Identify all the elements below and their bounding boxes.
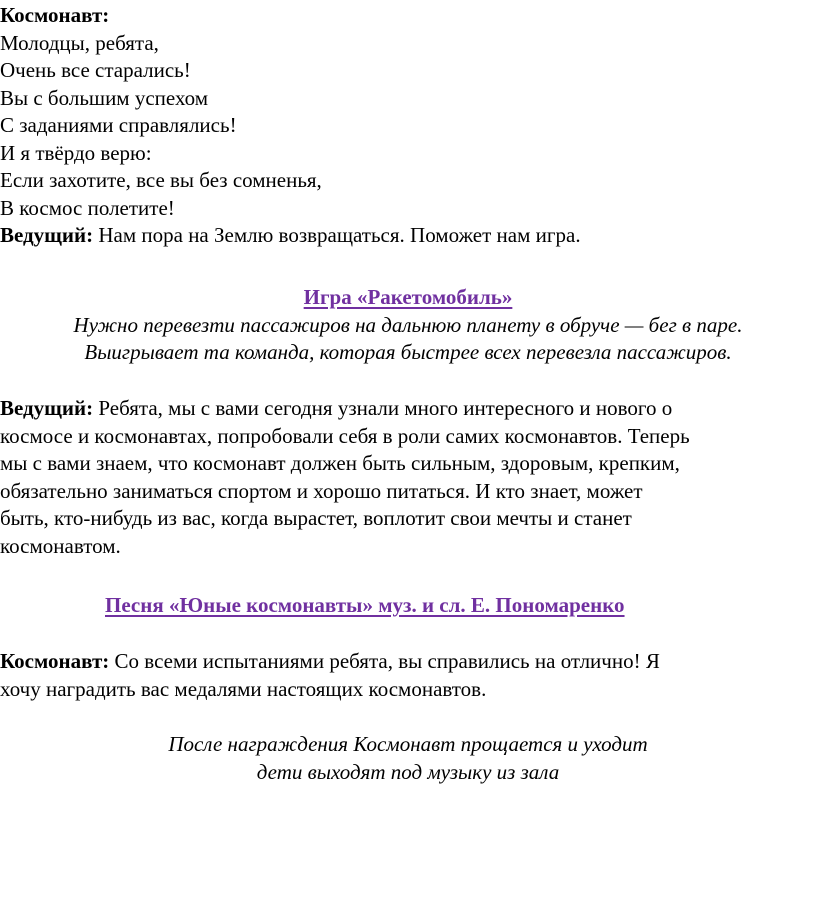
- game-description-line: Нужно перевезти пассажиров на дальнюю планету в обруче — бег в паре.: [73, 312, 743, 337]
- song-title: Песня «Юные космонавты» муз. и сл. Е. Пономаренко: [105, 593, 625, 617]
- cosmonaut-reward-first-line: [0, 648, 660, 676]
- poem-line: Очень все старались!: [0, 58, 191, 82]
- host-speech-text: Ребята, мы с вами сегодня узнали много интересного и нового о: [93, 396, 673, 420]
- game-description-line: Выигрывает та команда, которая быстрее всех перевезла пассажиров.: [84, 340, 732, 364]
- cosmonaut-speaker: Космонавт:: [0, 649, 110, 673]
- host-line-1: [0, 222, 581, 250]
- host-speech-block: [0, 395, 690, 560]
- game-section: [0, 284, 816, 367]
- host-text: Нам пора на Землю возвращаться. Поможет нам игра.: [93, 223, 581, 247]
- host-speech-line: мы с вами знаем, что космонавт должен быть сильным, здоровым, крепким,: [0, 451, 680, 475]
- poem-line: Если захотите, все вы без сомненья,: [0, 168, 322, 192]
- cosmonaut-reward-line: хочу наградить вас медалями настоящих космонавтов.: [0, 676, 487, 701]
- poem-line: С заданиями справлялись!: [0, 113, 237, 137]
- host-speech-line: обязательно заниматься спортом и хорошо питаться. И кто знает, может: [0, 478, 643, 503]
- closing-line: После награждения Космонавт прощается и уходит: [168, 732, 648, 756]
- host-speech-first-line: [0, 395, 690, 423]
- poem-line: Молодцы, ребята,: [0, 30, 159, 55]
- game-title: Игра «Ракетомобиль»: [303, 285, 513, 309]
- cosmonaut-reward-text: Со всеми испытаниями ребята, вы справились на отлично! Я: [109, 649, 660, 673]
- poem-line: И я твёрдо верю:: [0, 140, 152, 165]
- poem-line: В космос полетите!: [0, 195, 175, 220]
- host-speaker: Ведущий:: [0, 223, 94, 247]
- closing-line: дети выходят под музыку из зала: [256, 759, 560, 784]
- host-speech-line: космонавтом.: [0, 533, 121, 558]
- song-section: [105, 592, 625, 620]
- poem-line: Вы с большим успехом: [0, 85, 209, 110]
- poem-speaker: Космонавт:: [0, 3, 110, 27]
- host-speech-line: космосе и космонавтах, попробовали себя в роли самих космонавтов. Теперь: [0, 423, 690, 448]
- poem-block: [0, 2, 581, 250]
- closing-direction: [0, 731, 816, 786]
- cosmonaut-reward-block: [0, 648, 660, 703]
- host-speaker: Ведущий:: [0, 396, 94, 420]
- host-speech-line: быть, кто-нибудь из вас, когда вырастет, воплотит свои мечты и станет: [0, 506, 632, 530]
